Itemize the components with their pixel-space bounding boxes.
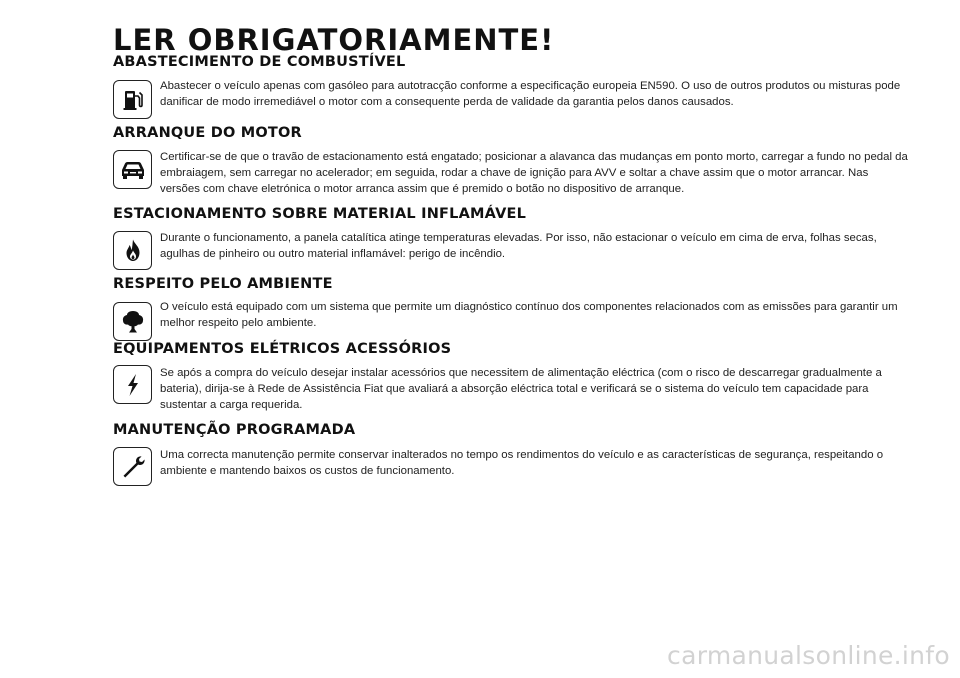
section-flammable-parking: [113, 206, 908, 260]
wrench-icon: [113, 447, 152, 486]
section-scheduled-maintenance: [113, 422, 908, 477]
tree-icon: [113, 302, 152, 341]
fuel-pump-icon: [113, 80, 152, 119]
section-fuel: [113, 54, 908, 108]
section-text: Certificar-se de que o travão de estacionamento está engatado; posicionar a alavanca das mudanças em ponto morto, carregar a fundo no pedal da embraiagem, sem carregar no acelerador; em seguida, rodar a chave de ignição para AVV e soltar a chave assim que o motor arrancar. Nas versões com chave eletrónica o motor arranca assim que é premido o botão no dispositivo de arranque.: [160, 151, 908, 195]
section-electrical-accessories: [113, 341, 908, 411]
section-text: O veículo está equipado com um sistema que permite um diagnóstico contínuo dos componentes relacionados com as emissões para garantir um melhor respeito pelo ambiente.: [160, 301, 898, 329]
section-text: Durante o funcionamento, a panela catalítica atinge temperaturas elevadas. Por isso, não estacionar o veículo em cima de erva, folhas secas, agulhas de pinheiro ou outro material inflamável: perigo de incêndio.: [160, 232, 877, 260]
section-title: ARRANQUE DO MOTOR: [113, 125, 302, 141]
section-title: RESPEITO PELO AMBIENTE: [113, 276, 333, 292]
watermark: carmanualsonline.info: [667, 641, 950, 670]
page-title: LER OBRIGATORIAMENTE!: [113, 23, 555, 57]
section-text: Uma correcta manutenção permite conservar inalterados no tempo os rendimentos do veículo e as características de segurança, respeitando o ambiente e mantendo baixos os custos de funcionamento.: [160, 449, 884, 477]
section-title: MANUTENÇÃO PROGRAMADA: [113, 422, 356, 438]
section-environment: [113, 276, 908, 329]
section-title: ABASTECIMENTO DE COMBUSTÍVEL: [113, 54, 406, 70]
car-icon: [113, 150, 152, 189]
section-title: ESTACIONAMENTO SOBRE MATERIAL INFLAMÁVEL: [113, 206, 527, 222]
section-text: Se após a compra do veículo desejar instalar acessórios que necessitem de alimentação eléctrica (com o risco de descarregar gradualmente a bateria), dirija-se à Rede de Assistência Fiat que avaliará a absorção eléctrica total e verificará se o sistema do veículo tem capacidade para sustentar a carga requerida.: [160, 367, 882, 411]
lightning-bolt-icon: [113, 365, 152, 404]
flame-icon: [113, 231, 152, 270]
section-text: Abastecer o veículo apenas com gasóleo para autotracção conforme a especificação europeia EN590. O uso de outros produtos ou misturas pode danificar de modo irremediável o motor com a consequente perda de validade da garantia pelos danos causados.: [160, 80, 901, 108]
section-title: EQUIPAMENTOS ELÉTRICOS ACESSÓRIOS: [113, 341, 452, 357]
section-engine-start: [113, 125, 908, 195]
